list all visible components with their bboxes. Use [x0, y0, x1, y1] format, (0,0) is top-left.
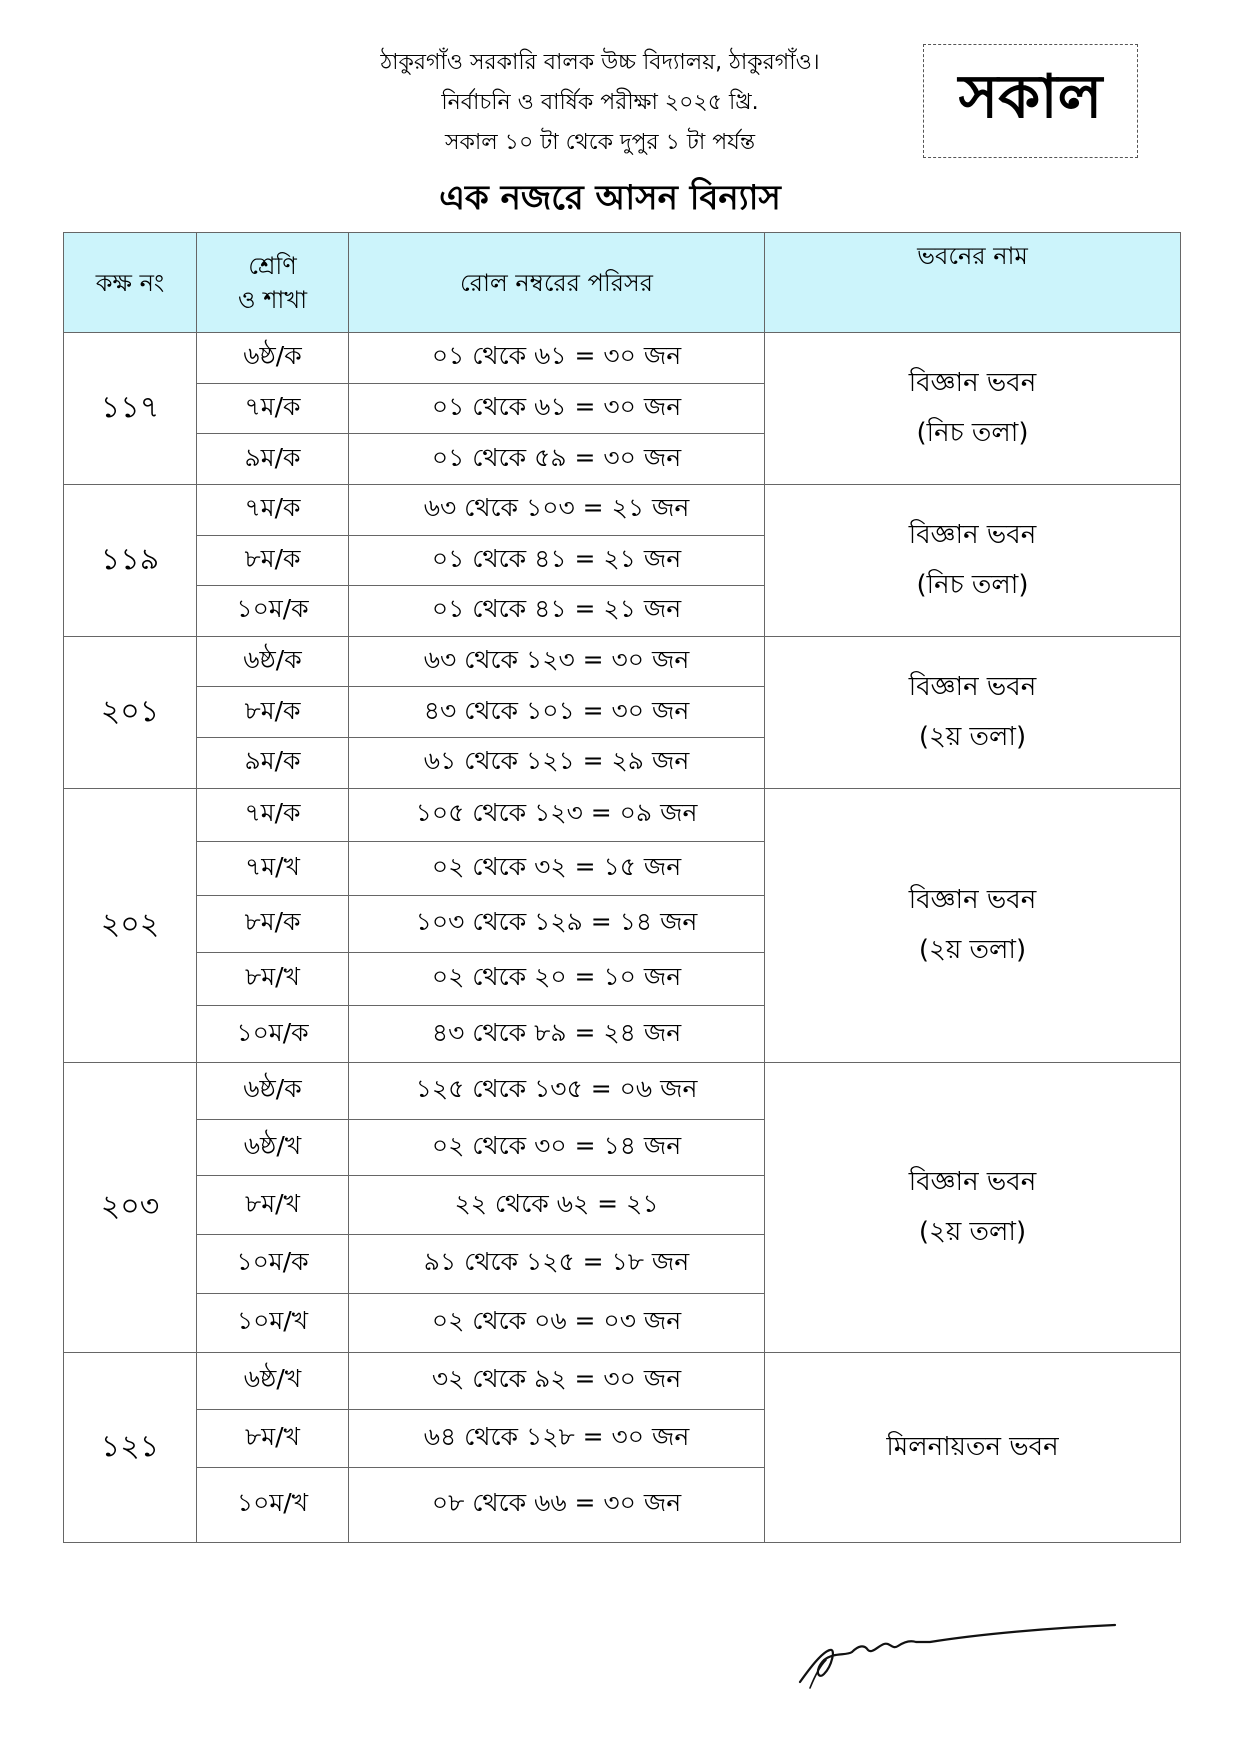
roll-range: ১২৫ থেকে ১৩৫ = ০৬ জন: [349, 1062, 765, 1119]
roll-range: ৬৩ থেকে ১২৩ = ৩০ জন: [349, 636, 765, 687]
building-name-line1: বিজ্ঞান ভবন: [908, 1167, 1037, 1198]
table-row: [64, 484, 1181, 535]
header-class: [197, 233, 349, 333]
signature-stroke: [800, 1625, 1115, 1682]
roll-range: ০২ থেকে ৩২ = ১৫ জন: [349, 842, 765, 896]
shift-box: [923, 44, 1138, 158]
roll-range: ০৮ থেকে ৬৬ = ৩০ জন: [349, 1467, 765, 1542]
class-section: ৭ম/খ: [197, 842, 349, 896]
header-class-line1: শ্রেণি: [248, 251, 297, 280]
class-section: ৬ষ্ঠ/ক: [197, 333, 349, 384]
header-building: ভবনের নাম: [765, 233, 1181, 333]
roll-range: ১০৩ থেকে ১২৯ = ১৪ জন: [349, 895, 765, 952]
class-section: ৮ম/খ: [197, 1176, 349, 1235]
class-section: ৮ম/ক: [197, 895, 349, 952]
class-section: ১০ম/ক: [197, 1235, 349, 1294]
building-name-line2: (২য় তলা): [918, 1217, 1027, 1248]
building-name-line1: মিলনায়তন ভবন: [886, 1432, 1059, 1463]
roll-range: ৩২ থেকে ৯২ = ৩০ জন: [349, 1352, 765, 1410]
class-section: ৭ম/ক: [197, 788, 349, 842]
building-name-line2: (নিচ তলা): [916, 570, 1029, 601]
roll-range: ৯১ থেকে ১২৫ = ১৮ জন: [349, 1235, 765, 1294]
table-row: [64, 1062, 1181, 1119]
building-name: [765, 484, 1181, 636]
building-name-line1: বিজ্ঞান ভবন: [908, 885, 1037, 916]
class-section: ১০ম/খ: [197, 1293, 349, 1352]
building-name-line1: বিজ্ঞান ভবন: [908, 672, 1037, 703]
room-number: ১২১: [64, 1352, 197, 1543]
class-section: ৮ম/খ: [197, 952, 349, 1006]
roll-range: ০১ থেকে ৬১ = ৩০ জন: [349, 383, 765, 434]
roll-range: ০২ থেকে ০৬ = ০৩ জন: [349, 1293, 765, 1352]
class-section: ৬ষ্ঠ/খ: [197, 1119, 349, 1176]
exam-time: সকাল ১০ টা থেকে দুপুর ১ টা পর্যন্ত: [444, 130, 755, 155]
table-row: [64, 636, 1181, 687]
class-section: ১০ম/ক: [197, 586, 349, 637]
class-section: ৭ম/ক: [197, 484, 349, 535]
shift-label: সকাল: [958, 62, 1103, 132]
header-class-line2: ও শাখা: [237, 285, 308, 314]
roll-range: ৬৩ থেকে ১০৩ = ২১ জন: [349, 484, 765, 535]
roll-range: ৪৩ থেকে ১০১ = ৩০ জন: [349, 687, 765, 738]
table-row: [64, 788, 1181, 842]
class-section: ১০ম/ক: [197, 1006, 349, 1063]
building-name-line2: (নিচ তলা): [916, 418, 1029, 449]
class-section: ৬ষ্ঠ/খ: [197, 1352, 349, 1410]
roll-range: ০২ থেকে ২০ = ১০ জন: [349, 952, 765, 1006]
roll-range: ১০৫ থেকে ১২৩ = ০৯ জন: [349, 788, 765, 842]
roll-range: ৬১ থেকে ১২১ = ২৯ জন: [349, 738, 765, 789]
building-name-line1: বিজ্ঞান ভবন: [908, 368, 1037, 399]
header-room: কক্ষ নং: [64, 233, 197, 333]
building-name-line2: (২য় তলা): [918, 722, 1027, 753]
room-number: ১১৭: [64, 333, 197, 485]
roll-range: ০১ থেকে ৫৯ = ৩০ জন: [349, 434, 765, 485]
roll-range: ২২ থেকে ৬২ = ২১: [349, 1176, 765, 1235]
building-name: [765, 1352, 1181, 1543]
class-section: ৬ষ্ঠ/ক: [197, 636, 349, 687]
building-name: [765, 788, 1181, 1062]
building-name-line1: বিজ্ঞান ভবন: [908, 520, 1037, 551]
seat-plan-body: [64, 333, 1181, 1543]
class-section: ৬ষ্ঠ/ক: [197, 1062, 349, 1119]
exam-name: নির্বাচনি ও বার্ষিক পরীক্ষা ২০২৫ খ্রি.: [441, 90, 759, 115]
roll-range: ০২ থেকে ৩০ = ১৪ জন: [349, 1119, 765, 1176]
class-section: ৯ম/ক: [197, 738, 349, 789]
class-section: ৯ম/ক: [197, 434, 349, 485]
class-section: ১০ম/খ: [197, 1467, 349, 1542]
roll-range: ৬৪ থেকে ১২৮ = ৩০ জন: [349, 1410, 765, 1468]
class-section: ৮ম/ক: [197, 687, 349, 738]
building-name: [765, 1062, 1181, 1352]
room-number: ১১৯: [64, 484, 197, 636]
roll-range: ০১ থেকে ৬১ = ৩০ জন: [349, 333, 765, 384]
school-name: ঠাকুরগাঁও সরকারি বালক উচ্চ বিদ্যালয়, ঠাকুরগাঁও।: [380, 50, 820, 75]
room-number: ২০৩: [64, 1062, 197, 1352]
header-roll-range: রোল নম্বরের পরিসর: [349, 233, 765, 333]
room-number: ২০১: [64, 636, 197, 788]
class-section: ৮ম/খ: [197, 1410, 349, 1468]
table-row: [64, 333, 1181, 384]
building-name: [765, 333, 1181, 485]
table-row: [64, 1352, 1181, 1410]
building-name: [765, 636, 1181, 788]
room-number: ২০২: [64, 788, 197, 1062]
roll-range: ০১ থেকে ৪১ = ২১ জন: [349, 586, 765, 637]
table-header-row: [64, 233, 1181, 333]
seat-plan-table: [63, 232, 1181, 1543]
class-section: ৭ম/ক: [197, 383, 349, 434]
roll-range: ৪৩ থেকে ৮৯ = ২৪ জন: [349, 1006, 765, 1063]
building-name-line2: (২য় তলা): [918, 935, 1027, 966]
roll-range: ০১ থেকে ৪১ = ২১ জন: [349, 535, 765, 586]
class-section: ৮ম/ক: [197, 535, 349, 586]
signature: [780, 1570, 1140, 1700]
page-title: এক নজরে আসন বিন্যাস: [439, 178, 781, 218]
